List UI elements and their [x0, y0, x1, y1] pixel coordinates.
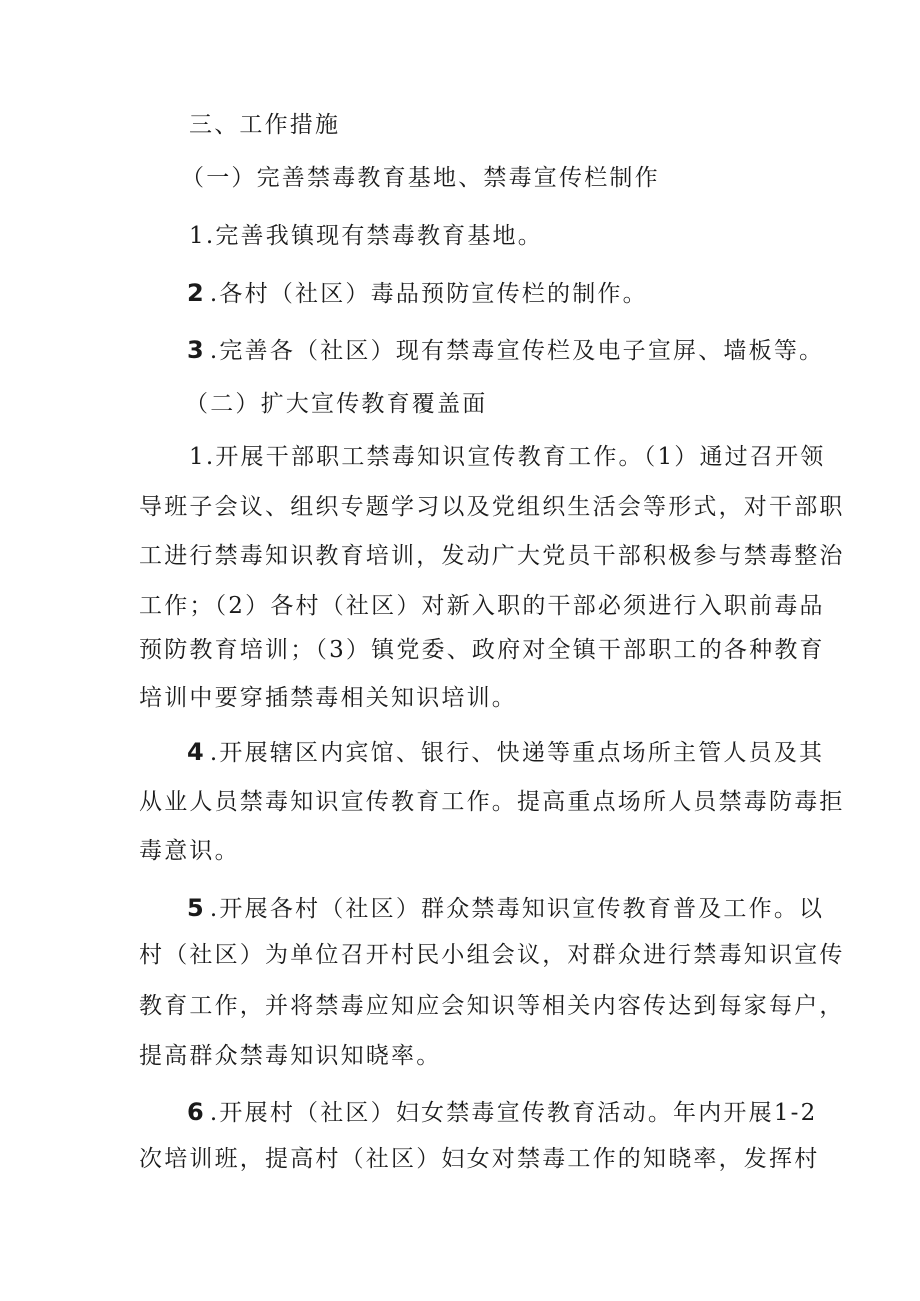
list-item-1-1: 1.完善我镇现有禁毒教育基地。: [189, 223, 543, 249]
item-text: .开展村（社区）妇女禁毒宣传教育活动。年内开展1-2: [209, 1100, 818, 1126]
subsection-heading-2: （二）扩大宣传教育覆盖面: [185, 391, 488, 417]
paragraph-2-4-line: 从业人员禁毒知识宣传教育工作。提高重点场所人员禁毒防毒拒: [139, 789, 845, 815]
paragraph-2-1-line: 工进行禁毒知识教育培训，发动广大党员干部积极参与禁毒整治: [139, 543, 845, 569]
paragraph-2-5-line: 提高群众禁毒知识知晓率。: [139, 1043, 442, 1069]
list-item-1-2: [187, 278, 648, 309]
subsection-heading-1: （一）完善禁毒教育基地、禁毒宣传栏制作: [181, 165, 660, 191]
paragraph-2-1-line: 1.开展干部职工禁毒知识宣传教育工作。（1）通过召开领: [189, 444, 826, 470]
item-number: 6: [187, 1098, 206, 1126]
paragraph-2-1-line: 工作；（2）各村（社区）对新入职的干部必须进行入职前毒品: [139, 593, 825, 619]
list-item-1-3: [187, 335, 824, 366]
paragraph-2-5-first: [187, 893, 824, 924]
paragraph-2-5-line: 教育工作，并将禁毒应知应会知识等相关内容传达到每家每户，: [139, 993, 845, 1019]
paragraph-2-6-first: [187, 1097, 817, 1128]
item-number: 4: [187, 738, 206, 766]
paragraph-2-5-line: 村（社区）为单位召开村民小组会议，对群众进行禁毒知识宣传: [139, 942, 845, 968]
item-number: 3: [187, 336, 206, 364]
item-text: .开展辖区内宾馆、银行、快递等重点场所主管人员及其: [209, 740, 825, 766]
item-number: 2: [187, 279, 206, 307]
item-text: .完善各（社区）现有禁毒宣传栏及电子宣屏、墙板等。: [209, 338, 825, 364]
paragraph-2-4-line: 毒意识。: [139, 838, 240, 864]
item-text: .各村（社区）毒品预防宣传栏的制作。: [209, 281, 648, 307]
paragraph-2-1-line: 预防教育培训；（3）镇党委、政府对全镇干部职工的各种教育: [139, 637, 825, 663]
paragraph-2-1-line: 导班子会议、组织专题学习以及党组织生活会等形式，对干部职: [139, 494, 845, 520]
paragraph-2-6-line: 次培训班，提高村（社区）妇女对禁毒工作的知晓率，发挥村: [139, 1146, 820, 1172]
section-heading: 三、工作措施: [189, 112, 341, 138]
paragraph-2-1-line: 培训中要穿插禁毒相关知识培训。: [139, 685, 517, 711]
item-number: 5: [187, 894, 206, 922]
paragraph-2-4-first: [187, 737, 824, 768]
item-text: .开展各村（社区）群众禁毒知识宣传教育普及工作。以: [209, 896, 825, 922]
